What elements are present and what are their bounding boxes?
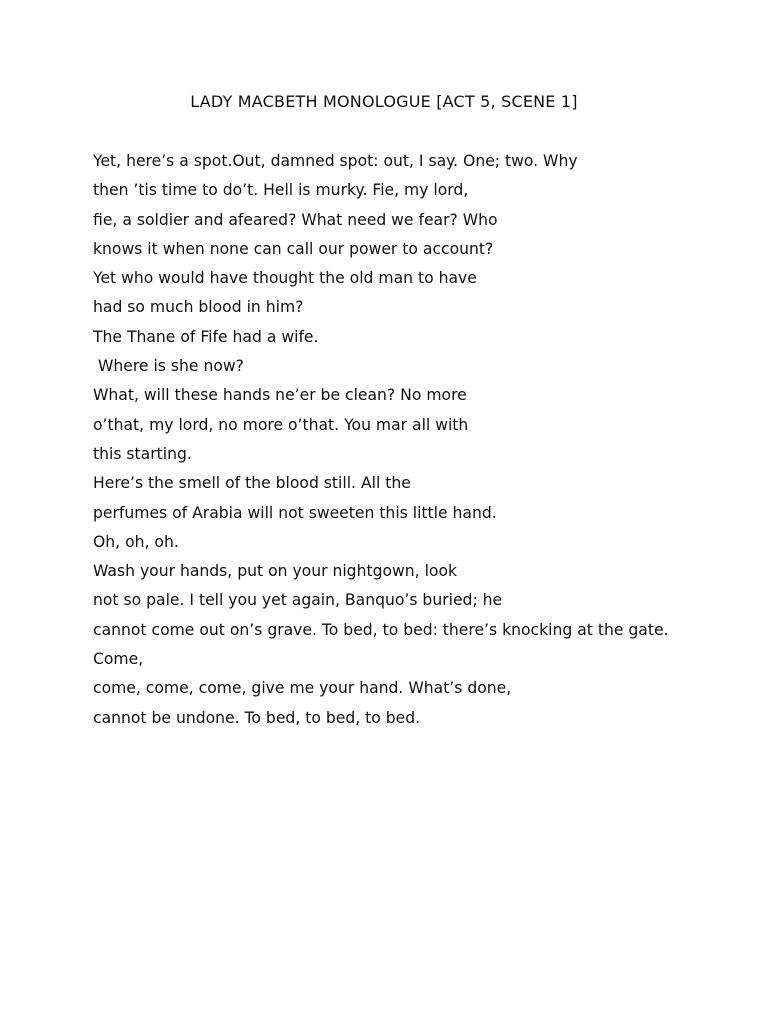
monologue-line: then ’tis time to do’t. Hell is murky. Fie, my lord, [93, 181, 469, 200]
monologue-line: this starting. [93, 444, 192, 463]
monologue-line: The Thane of Fife had a wife. [93, 327, 319, 346]
monologue-line: Yet who would have thought the old man to have [93, 269, 477, 288]
monologue-line: Oh, oh, oh. [93, 532, 179, 551]
monologue-line: Come, [93, 650, 144, 669]
monologue-body [93, 147, 753, 733]
monologue-line: had so much blood in him? [93, 298, 304, 317]
monologue-line: cannot come out on’s grave. To bed, to bed: there’s knocking at the gate. [93, 620, 669, 639]
monologue-line: Here’s the smell of the blood still. All the [93, 474, 411, 493]
monologue-line: not so pale. I tell you yet again, Banquo’s buried; he [93, 591, 503, 610]
monologue-line: cannot be undone. To bed, to bed, to bed. [93, 708, 421, 727]
monologue-line: o’that, my lord, no more o’that. You mar all with [93, 415, 469, 434]
monologue-line: What, will these hands ne’er be clean? No more [93, 386, 467, 405]
monologue-line: come, come, come, give me your hand. What’s done, [93, 679, 512, 698]
monologue-line: Wash your hands, put on your nightgown, look [93, 562, 458, 581]
monologue-line: knows it when none can call our power to account? [93, 239, 494, 258]
monologue-line: fie, a soldier and afeared? What need we fear? Who [93, 210, 498, 229]
monologue-line: perfumes of Arabia will not sweeten this little hand. [93, 503, 497, 522]
monologue-line: Where is she now? [93, 357, 244, 376]
monologue-line: Yet, here’s a spot.Out, damned spot: out, I say. One; two. Why [93, 152, 578, 170]
document-title: LADY MACBETH MONOLOGUE [ACT 5, SCENE 1] [190, 92, 578, 111]
